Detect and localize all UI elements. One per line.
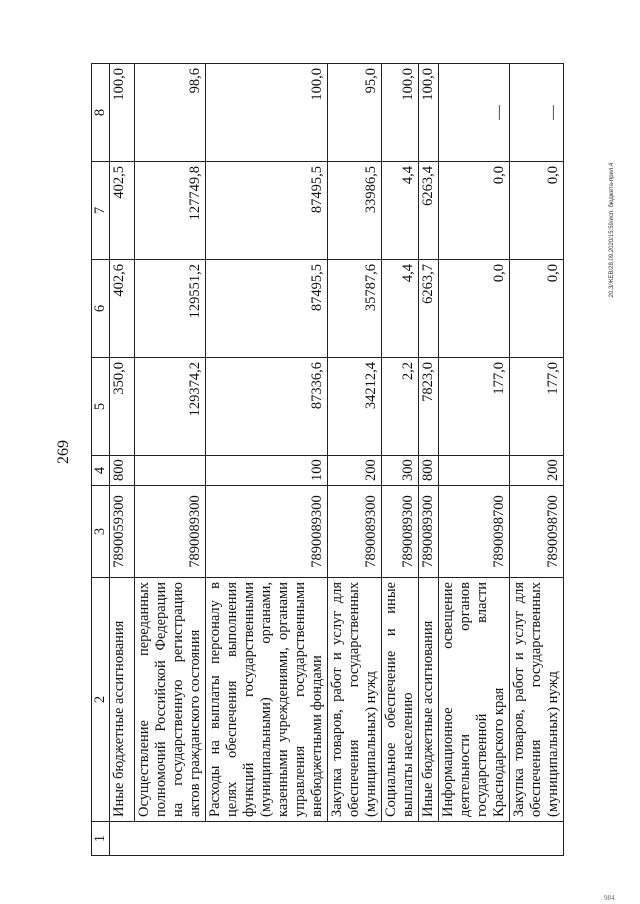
page-number: 269 [55,440,72,464]
col-header: 1 [92,822,110,856]
row-vr: 300 [382,456,419,486]
table-row [110,64,135,856]
row-vr: 200 [510,456,564,486]
row-c6: 0,0 [439,260,510,358]
header-row [92,64,110,856]
col-header: 8 [92,64,110,162]
col-header: 2 [92,578,110,822]
row-c5: 350,0 [110,358,135,456]
rotated-table-wrapper [91,64,567,856]
row-name: Расходы на выплаты персоналу в целях обеспечения выполнения функций государственными (муниципальными) органами, казенными учреждениями, органами управления государственными внебюджетными фондами [206,578,328,822]
row-c5: 129374,2 [135,358,206,456]
empty-col-1 [110,822,564,856]
table-row [328,64,382,856]
row-vr: 800 [419,456,439,486]
row-c6: 87495,5 [206,260,328,358]
row-c5: 2,2 [382,358,419,456]
row-code: 7890089300 [419,486,439,578]
row-code: 7890089300 [206,486,328,578]
row-c7: 402,5 [110,162,135,260]
row-code: 7890098700 [510,486,564,578]
row-c7: 0,0 [510,162,564,260]
row-vr [135,456,206,486]
row-c5: 34212,4 [328,358,382,456]
row-c8: 100,0 [206,64,328,162]
row-name: Закупка товаров, работ и услуг для обеспечения государственных (муниципальных) нужд [328,578,382,822]
row-name: Социальное обеспечение и иные выплаты населению [382,578,419,822]
row-c5: 7823,0 [419,358,439,456]
row-vr [439,456,510,486]
row-c5: 87336,6 [206,358,328,456]
row-code: 7890089300 [328,486,382,578]
table-row [419,64,439,856]
row-c8: 100,0 [419,64,439,162]
col-header: 4 [92,456,110,486]
row-name: Иные бюджетные ассигнования [419,578,439,822]
row-c7: 87495,5 [206,162,328,260]
row-code: 7890089300 [382,486,419,578]
row-name: Осуществление переданных полномочий Российской Федерации на государственную регистрацию актов гражданского состояния [135,578,206,822]
table-row [439,64,510,856]
row-c7: 6263,4 [419,162,439,260]
table-row [206,64,328,856]
row-name: Информационное освещение деятельности органов государственной власти Краснодарского края [439,578,510,822]
row-c8: — [510,64,564,162]
row-vr: 100 [206,456,328,486]
row-c6: 129551,2 [135,260,206,358]
row-c6: 6263,7 [419,260,439,358]
row-name: Закупка товаров, работ и услуг для обеспечения государственных (муниципальных) нужд [510,578,564,822]
document-stamp-note: 20.3/ЖЕВ/28.09.2020/15:59/исп. бюджета-прил.4 [609,162,615,298]
row-c8: 98,6 [135,64,206,162]
row-c8: 95,0 [328,64,382,162]
row-vr: 800 [110,456,135,486]
row-c6: 402,6 [110,260,135,358]
row-c5: 177,0 [510,358,564,456]
row-c6: 0,0 [510,260,564,358]
row-code: 7890089300 [135,486,206,578]
row-code: 7890098700 [439,486,510,578]
row-c6: 35787,6 [328,260,382,358]
row-c7: 4,4 [382,162,419,260]
budget-table [91,63,564,856]
row-c8: — [439,64,510,162]
table-row [135,64,206,856]
col-header: 6 [92,260,110,358]
row-c8: 100,0 [382,64,419,162]
row-c5: 177,0 [439,358,510,456]
row-name: Иные бюджетные ассигнования [110,578,135,822]
col-header: 3 [92,486,110,578]
row-code: 7890059300 [110,486,135,578]
row-c7: 127749,8 [135,162,206,260]
corner-mark: 984 [604,894,615,902]
row-c6: 4,4 [382,260,419,358]
table-row [382,64,419,856]
table-row [510,64,564,856]
row-c8: 100,0 [110,64,135,162]
col-header: 5 [92,358,110,456]
col-header: 7 [92,162,110,260]
row-c7: 0,0 [439,162,510,260]
row-c7: 33986,5 [328,162,382,260]
row-vr: 200 [328,456,382,486]
